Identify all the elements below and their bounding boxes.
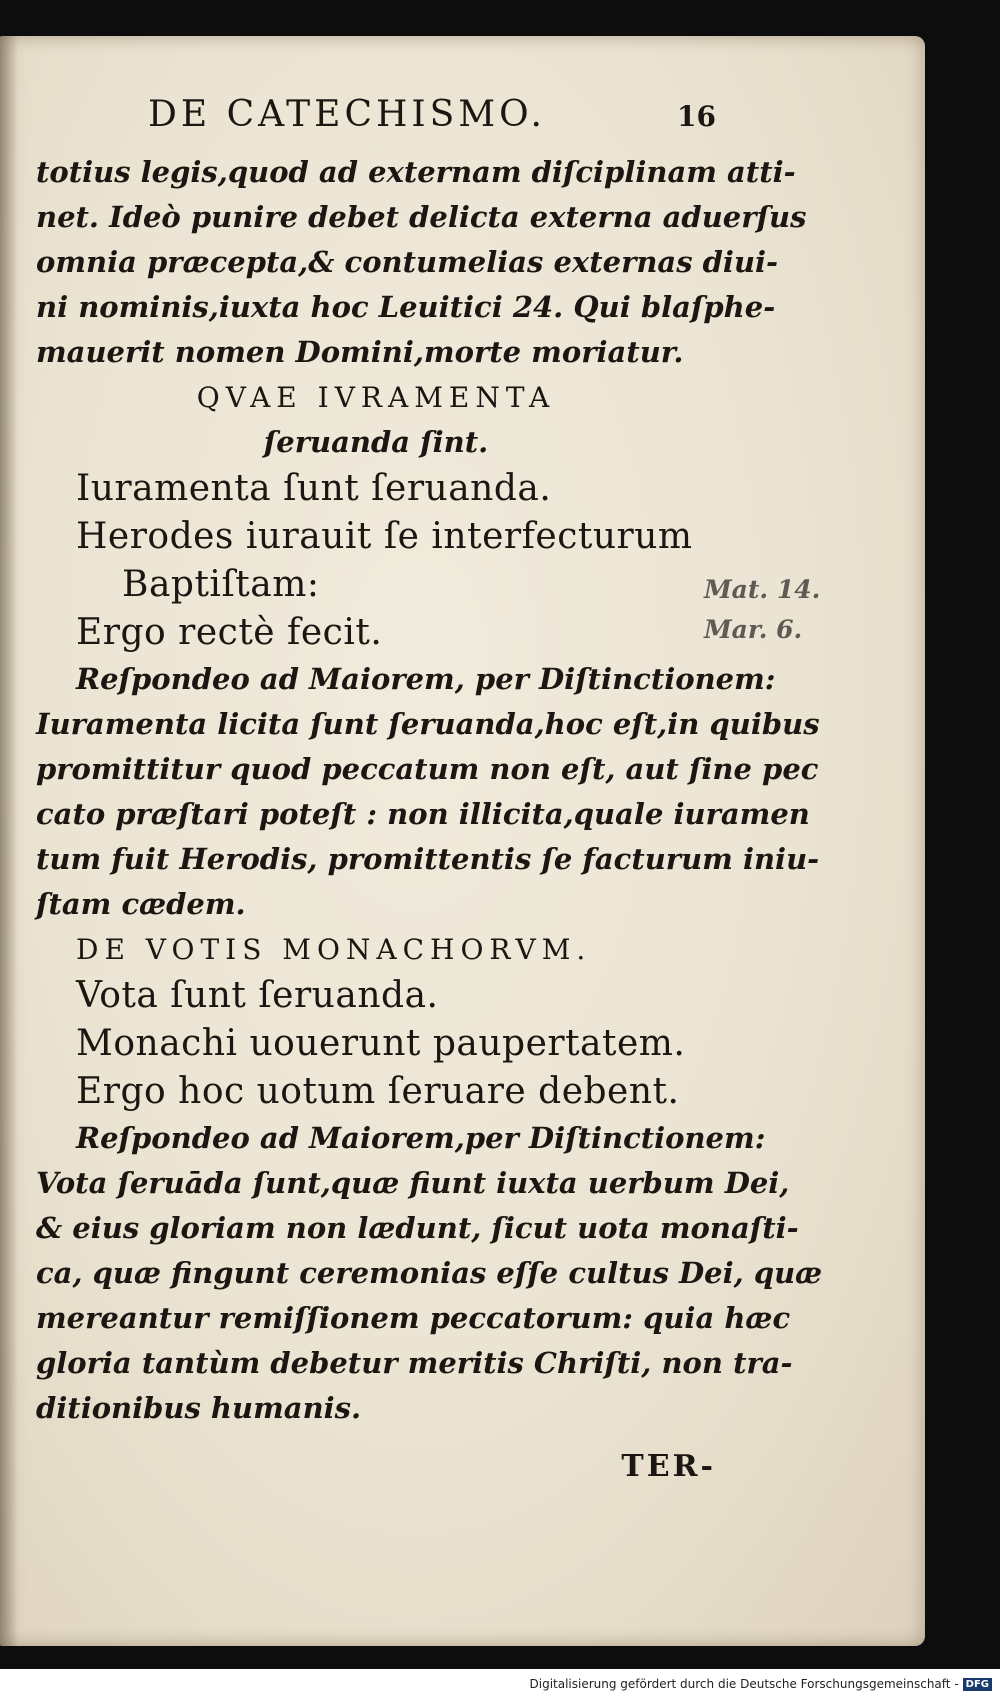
text-line: ni nominis,iuxta hoc Leuitici 24. Qui blaſphe- <box>36 290 776 324</box>
syllogism-line: Monachi uouerunt paupertatem. <box>76 1023 686 1064</box>
running-title: DE CATECHISMO. <box>148 94 546 135</box>
response-line: Reſpondeo ad Maiorem,per Diſtinctionem: <box>76 1121 766 1155</box>
margin-note: Mar. 6. <box>704 615 803 644</box>
footer-bar <box>0 1669 1000 1699</box>
syllogism-line: Baptiſtam: <box>122 564 320 605</box>
response-line: tum fuit Herodis, promittentis ſe facturum iniu- <box>36 842 820 876</box>
section-heading: DE VOTIS MONACHORVM. <box>76 933 592 966</box>
response-line: & eius gloriam non lædunt, ſicut uota monaſti- <box>36 1211 799 1245</box>
response-line: cato præſtari poteſt : non illicita,quale iuramen <box>36 797 810 831</box>
spine-shadow <box>0 36 18 1646</box>
response-line: Vota ſeruāda ſunt,quæ fiunt iuxta uerbum Dei, <box>36 1166 790 1200</box>
response-line: ditionibus humanis. <box>36 1391 362 1425</box>
response-line: ca, quæ fingunt ceremonias eſſe cultus Dei, quæ <box>36 1256 823 1290</box>
dfg-logo: DFG <box>963 1678 992 1691</box>
section-heading: QVAE IVRAMENTA <box>196 381 556 414</box>
syllogism-line: Ergo rectè fecit. <box>76 612 383 653</box>
book-page <box>0 36 925 1646</box>
response-line: Reſpondeo ad Maiorem, per Diſtinctionem: <box>76 662 776 696</box>
response-line: mereantur remiſſionem peccatorum: quia hæc <box>36 1301 791 1335</box>
syllogism-line: Ergo hoc uotum ſeruare debent. <box>76 1071 680 1112</box>
response-line: Iuramenta licita ſunt ſeruanda,hoc eſt,in quibus <box>36 707 820 741</box>
footer-text: Digitalisierung gefördert durch die Deutsche Forschungsgemeinschaft - <box>529 1677 959 1691</box>
catchword: TER- <box>621 1449 716 1484</box>
text-line: totius legis,quod ad externam diſciplinam atti- <box>36 155 796 189</box>
response-line: promittitur quod peccatum non eſt, aut ſine pec <box>36 752 819 786</box>
response-line: ſtam cædem. <box>36 887 246 921</box>
text-line: net. Ideò punire debet delicta externa aduerſus <box>36 200 807 234</box>
running-header <box>36 94 716 150</box>
syllogism-line: Iuramenta ſunt ſeruanda. <box>76 468 552 509</box>
syllogism-line: Herodes iurauit ſe interfecturum <box>76 516 693 557</box>
syllogism-line: Vota ſunt ſeruanda. <box>76 975 439 1016</box>
response-line: gloria tantùm debetur meritis Chriſti, non tra- <box>36 1346 793 1380</box>
text-line: mauerit nomen Domini,morte moriatur. <box>36 335 684 369</box>
section-subheading: ſeruanda ſint. <box>263 425 489 459</box>
page-number: 16 <box>677 100 716 133</box>
margin-note: Mat. 14. <box>704 575 821 604</box>
text-line: omnia præcepta,& contumelias externas diui- <box>36 245 779 279</box>
